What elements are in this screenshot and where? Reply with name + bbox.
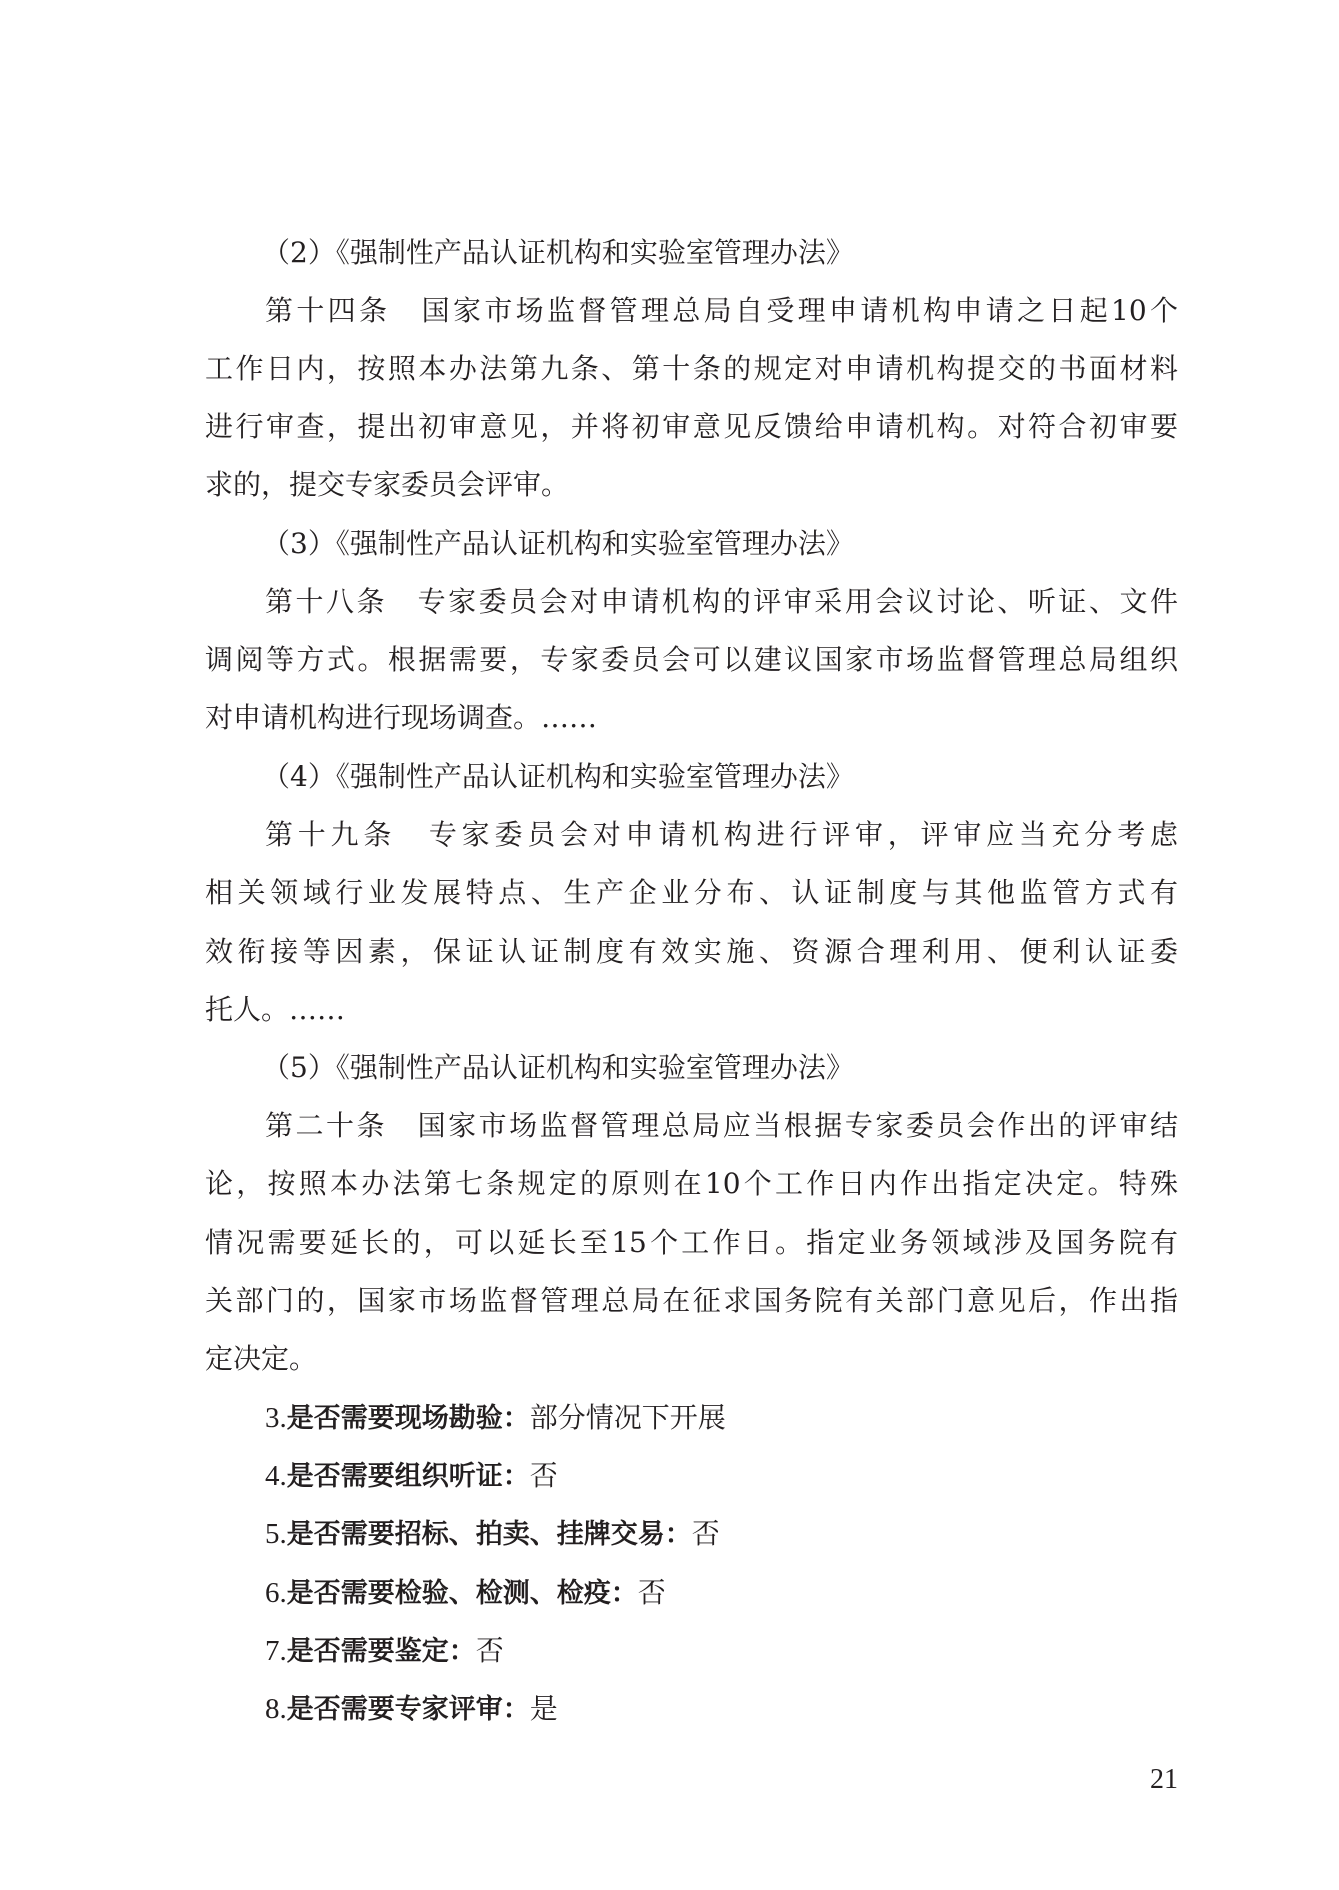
- paragraph-line: 第十九条 专家委员会对申请机构进行评审，评审应当充分考虑: [265, 818, 1178, 851]
- paragraph-line: 工作日内，按照本办法第九条、第十条的规定对申请机构提交的书面材料: [205, 352, 1178, 385]
- item-label: 是否需要鉴定：: [286, 1636, 476, 1667]
- paragraph-line: 第二十条 国家市场监督管理总局应当根据专家委员会作出的评审结: [265, 1109, 1178, 1142]
- item-value: 否: [529, 1459, 558, 1492]
- item-label: 是否需要组织听证：: [286, 1461, 530, 1492]
- paragraph-line: 托人。……: [205, 993, 346, 1026]
- requirement-item: [265, 1398, 726, 1438]
- item-number: 8.: [265, 1693, 287, 1725]
- requirement-item: [265, 1514, 720, 1554]
- requirement-item: [265, 1631, 504, 1671]
- item-label: 是否需要招标、拍卖、挂牌交易：: [286, 1519, 692, 1550]
- item-value: 否: [637, 1576, 666, 1609]
- item-number: 3.: [265, 1402, 287, 1434]
- section-heading: （4）《强制性产品认证机构和实验室管理办法》: [262, 760, 854, 793]
- paragraph-line: 效衔接等因素，保证认证制度有效实施、资源合理利用、便利认证委: [205, 935, 1178, 968]
- paragraph-line: 情况需要延长的，可以延长至15个工作日。指定业务领域涉及国务院有: [205, 1226, 1178, 1259]
- paragraph-line: 论，按照本办法第七条规定的原则在10个工作日内作出指定决定。特殊: [205, 1167, 1178, 1200]
- paragraph-line: 第十四条 国家市场监督管理总局自受理申请机构申请之日起10个: [265, 294, 1178, 327]
- paragraph-line: 求的，提交专家委员会评审。: [205, 468, 570, 501]
- item-value: 否: [475, 1634, 504, 1667]
- item-value: 否: [691, 1517, 720, 1550]
- item-number: 4.: [265, 1460, 287, 1492]
- item-label: 是否需要检验、检测、检疫：: [286, 1578, 638, 1609]
- item-number: 7.: [265, 1635, 287, 1667]
- paragraph-line: 关部门的，国家市场监督管理总局在征求国务院有关部门意见后，作出指: [205, 1284, 1178, 1317]
- section-heading: （5）《强制性产品认证机构和实验室管理办法》: [262, 1051, 854, 1084]
- paragraph-line: 对申请机构进行现场调查。……: [205, 701, 598, 734]
- item-value: 部分情况下开展: [529, 1401, 726, 1434]
- page-number: 21: [1150, 1764, 1178, 1795]
- item-number: 6.: [265, 1577, 287, 1609]
- requirement-item: [265, 1689, 558, 1729]
- paragraph-line: 相关领域行业发展特点、生产企业分布、认证制度与其他监管方式有: [205, 876, 1178, 909]
- requirement-item: [265, 1573, 666, 1613]
- section-heading: （3）《强制性产品认证机构和实验室管理办法》: [262, 527, 854, 560]
- section-heading: （2）《强制性产品认证机构和实验室管理办法》: [262, 236, 854, 269]
- paragraph-line: 进行审查，提出初审意见，并将初审意见反馈给申请机构。对符合初审要: [205, 410, 1178, 443]
- paragraph-line: 第十八条 专家委员会对申请机构的评审采用会议讨论、听证、文件: [265, 585, 1178, 618]
- item-number: 5.: [265, 1518, 287, 1550]
- item-label: 是否需要专家评审：: [286, 1694, 530, 1725]
- requirement-item: [265, 1456, 558, 1496]
- paragraph-line: 调阅等方式。根据需要，专家委员会可以建议国家市场监督管理总局组织: [205, 643, 1178, 676]
- paragraph-line: 定决定。: [205, 1342, 318, 1375]
- item-value: 是: [529, 1692, 558, 1725]
- item-label: 是否需要现场勘验：: [286, 1403, 530, 1434]
